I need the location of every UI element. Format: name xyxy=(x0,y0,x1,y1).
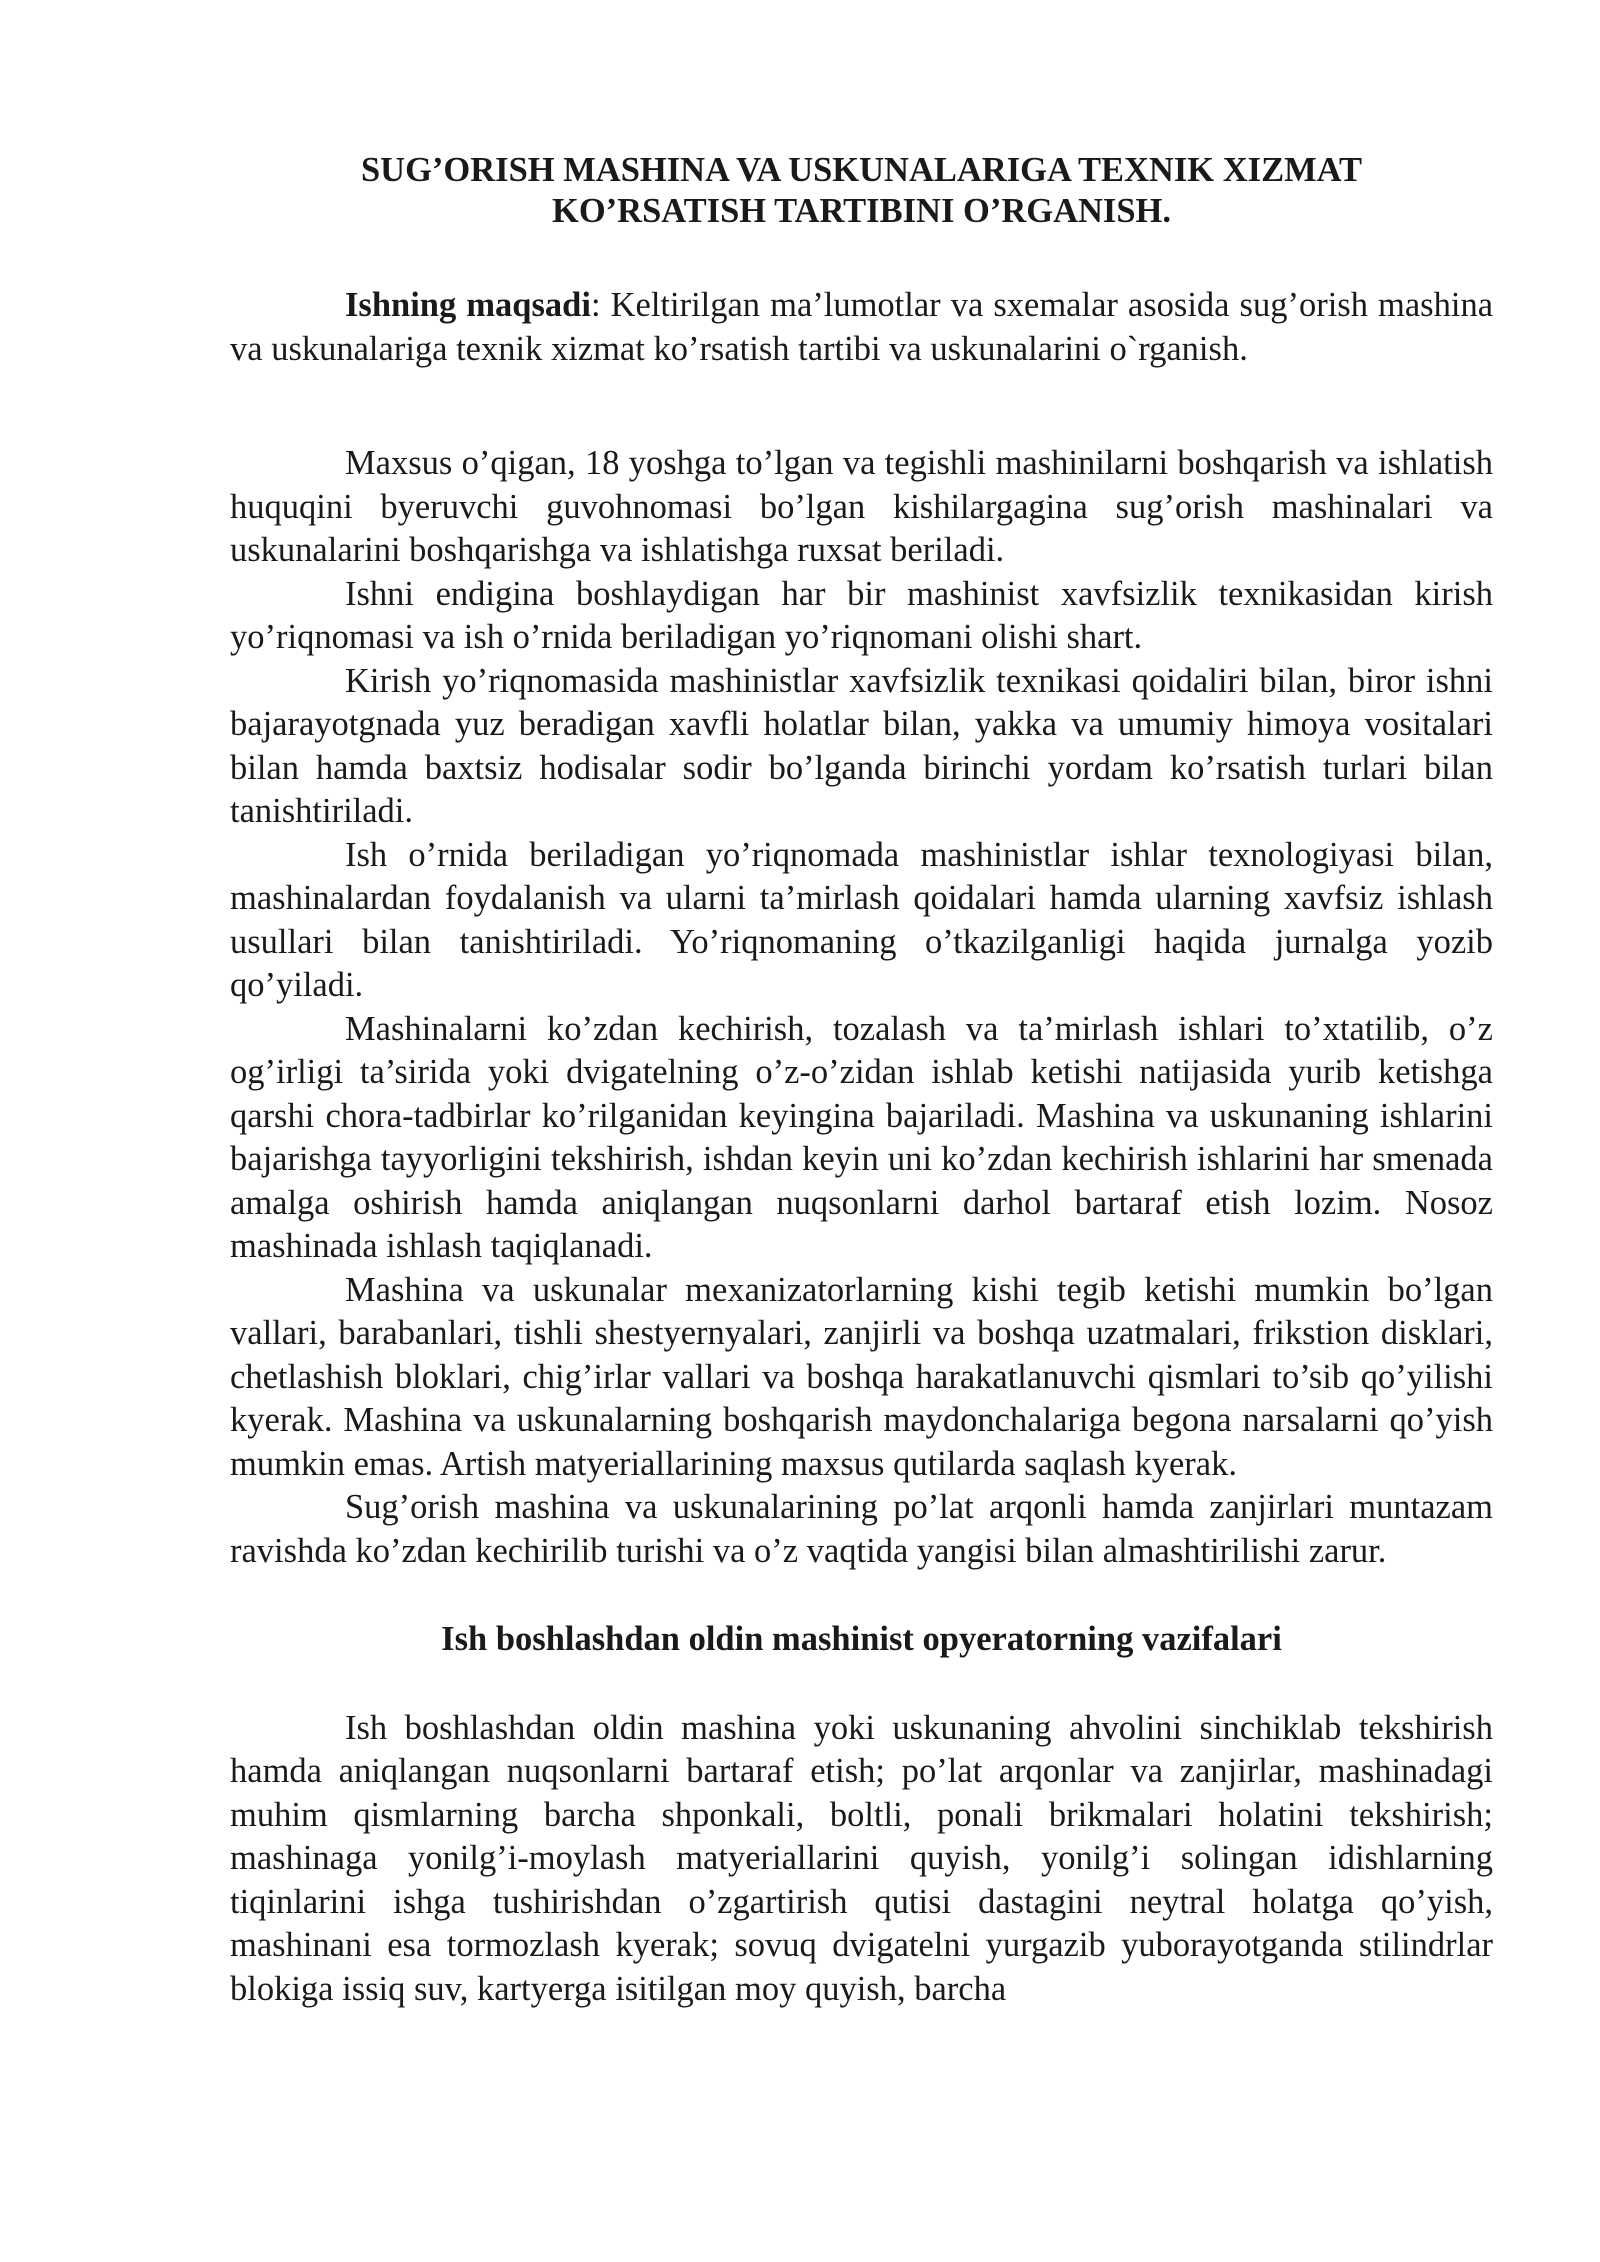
paragraph-8: Ish boshlashdan oldin mashina yoki uskunaning ahvolini sinchiklab tekshirish hamda aniqlangan nuqsonlarni bartaraf etish; po’lat arqonlar va zanjirlar, mashinadagi muhim qismlarning barcha shponkali, boltli, ponali brikmalari holatini tekshirish; mashinaga yonilg’i-moylash matyeriallarini quyish, yonilg’i solingan idishlarning tiqinlarini ishga tushirishdan o’zgartirish qutisi dastagini neytral holatga qo’yish, mashinani esa tormozlash kyerak; sovuq dvigatelni yurgazib yuborayotganda stilindrlar blokiga issiq suv, kartyerga isitilgan moy quyish, barcha xyxy=(230,1708,1493,2008)
title-line-1: SUG’ORISH MASHINA VA USKUNALARIGA TEXNIK XIZMAT xyxy=(360,151,1363,189)
body-section-2 xyxy=(230,1707,1493,2012)
paragraph-4: Ish o’rnida beriladigan yo’riqnomada mashinistlar ishlar texnologiyasi bilan, mashinalardan foydalanish va ularni ta’mirlash qoidalari hamda ularning xavfsiz ishlash usullari bilan tanishtiriladi. Yo’riqnomaning o’tkazilganligi haqida jurnalga yozib qo’yiladi. xyxy=(230,835,1493,1004)
paragraph-3: Kirish yo’riqnomasida mashinistlar xavfsizlik texnikasi qoidaliri bilan, biror ishni bajarayotgnada yuz beradigan xavfli holatlar bilan, yakka va umumiy himoya vositalari bilan hamda baxtsiz hodisalar sodir bo’lganda birinchi yordam ko’rsatish turlari bilan tanishtiriladi. xyxy=(230,661,1493,830)
title-line-2: KO’RSATISH TARTIBINI O’RGANISH. xyxy=(552,192,1171,230)
goal-label: Ishning maqsadi xyxy=(345,286,591,324)
goal-text: : Keltirilgan ma’lumotlar va sxemalar asosida sug’orish mashina va uskunalariga texnik xizmat ko’rsatish tartibi va uskunalarini o`rganish. xyxy=(230,286,1494,368)
body-section-1 xyxy=(230,442,1493,1573)
document-title xyxy=(230,150,1493,232)
paragraph-6: Mashina va uskunalar mexanizatorlarning kishi tegib ketishi mumkin bo’lgan vallari, barabanlari, tishli shestyernyalari, zanjirli va boshqa uzatmalari, frikstion disklari, chetlashish bloklari, chig’irlar vallari va boshqa harakatlanuvchi qismlari to’sib qo’yilishi kyerak. Mashina va uskunalarning boshqarish maydonchalariga begona narsalarni qo’yish mumkin emas. Artish matyeriallarining maxsus qutilarda saqlash kyerak. xyxy=(230,1270,1493,1483)
paragraph-2: Ishni endigina boshlaydigan har bir mashinist xavfsizlik texnikasidan kirish yo’riqnomasi va ish o’rnida beriladigan yo’riqnomani olishi shart. xyxy=(230,574,1493,656)
goal-paragraph xyxy=(230,284,1493,371)
document-page xyxy=(230,150,1493,2011)
paragraph-5: Mashinalarni ko’zdan kechirish, tozalash va ta’mirlash ishlari to’xtatilib, o’z og’irligi ta’sirida yoki dvigatelning o’z-o’zidan ishlab ketishi natijasida yurib ketishga qarshi chora-tadbirlar ko’rilganidan keyingina bajariladi. Mashina va uskunaning ishlarini bajarishga tayyorligini tekshirish, ishdan keyin uni ko’zdan kechirish ishlarini har smenada amalga oshirish hamda aniqlangan nuqsonlarni darhol bartaraf etish lozim. Nosoz mashinada ishlash taqiqlanadi. xyxy=(230,1009,1493,1265)
section-heading: Ish boshlashdan oldin mashinist opyeratorning vazifalari xyxy=(441,1620,1282,1658)
paragraph-7: Sug’orish mashina va uskunalarining po’lat arqonli hamda zanjirlari muntazam ravishda ko’zdan kechirilib turishi va o’z vaqtida yangisi bilan almashtirilishi zarur. xyxy=(230,1488,1493,1570)
paragraph-1: Maxsus o’qigan, 18 yoshga to’lgan va tegishli mashinilarni boshqarish va ishlatish huquqini byeruvchi guvohnomasi bo’lgan kishilargagina sug’orish mashinalari va uskunalarini boshqarishga va ishlatishga ruxsat beriladi. xyxy=(230,444,1493,569)
